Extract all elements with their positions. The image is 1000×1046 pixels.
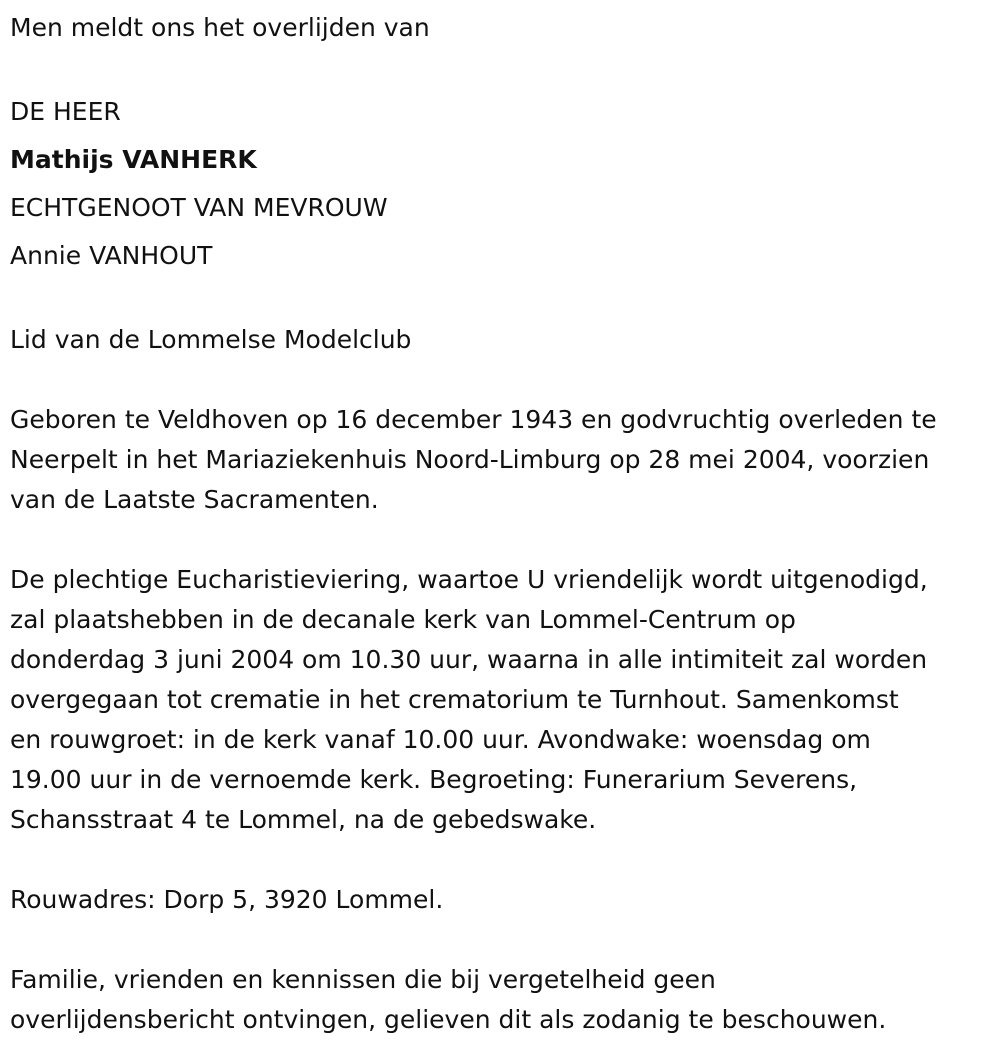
paragraph-line: overlijdensbericht ontvingen, gelieven dit als zodanig te beschouwen.	[10, 1005, 887, 1034]
paragraph-line: Schansstraat 4 te Lommel, na de gebedswake.	[10, 805, 597, 834]
spacer	[10, 360, 995, 400]
deceased-title: DE HEER	[10, 97, 121, 126]
closing-paragraph	[10, 960, 995, 1040]
paragraph-line: Neerpelt in het Mariaziekenhuis Noord-Limburg op 28 mei 2004, voorzien	[10, 445, 930, 474]
deceased-block	[10, 88, 995, 280]
birth-death-paragraph	[10, 400, 995, 520]
spacer	[10, 840, 995, 880]
paragraph-line: en rouwgroet: in de kerk vanaf 10.00 uur. Avondwake: woensdag om	[10, 725, 871, 754]
spacer	[10, 280, 995, 320]
obituary-notice	[10, 8, 995, 1040]
spacer	[10, 920, 995, 960]
spouse-name: Annie VANHOUT	[10, 241, 213, 270]
paragraph-line: donderdag 3 juni 2004 om 10.30 uur, waarna in alle intimiteit zal worden	[10, 645, 928, 674]
paragraph-line: Geboren te Veldhoven op 16 december 1943 en godvruchtig overleden te	[10, 405, 937, 434]
paragraph-line: Familie, vrienden en kennissen die bij vergetelheid geen	[10, 965, 716, 994]
paragraph-line: De plechtige Eucharistieviering, waartoe U vriendelijk wordt uitgenodigd,	[10, 565, 928, 594]
ceremony-paragraph	[10, 560, 995, 840]
paragraph-line: van de Laatste Sacramenten.	[10, 485, 379, 514]
spacer	[10, 520, 995, 560]
membership-text: Lid van de Lommelse Modelclub	[10, 325, 412, 354]
paragraph-line: 19.00 uur in de vernoemde kerk. Begroeting: Funerarium Severens,	[10, 765, 858, 794]
paragraph-line: zal plaatshebben in de decanale kerk van Lommel-Centrum op	[10, 605, 796, 634]
paragraph-line: overgegaan tot crematie in het crematorium te Turnhout. Samenkomst	[10, 685, 899, 714]
intro-text: Men meldt ons het overlijden van	[10, 13, 430, 42]
spacer	[10, 48, 995, 88]
deceased-name: Mathijs VANHERK	[10, 145, 257, 174]
mourning-address: Rouwadres: Dorp 5, 3920 Lommel.	[10, 885, 444, 914]
spouse-relation: ECHTGENOOT VAN MEVROUW	[10, 193, 388, 222]
